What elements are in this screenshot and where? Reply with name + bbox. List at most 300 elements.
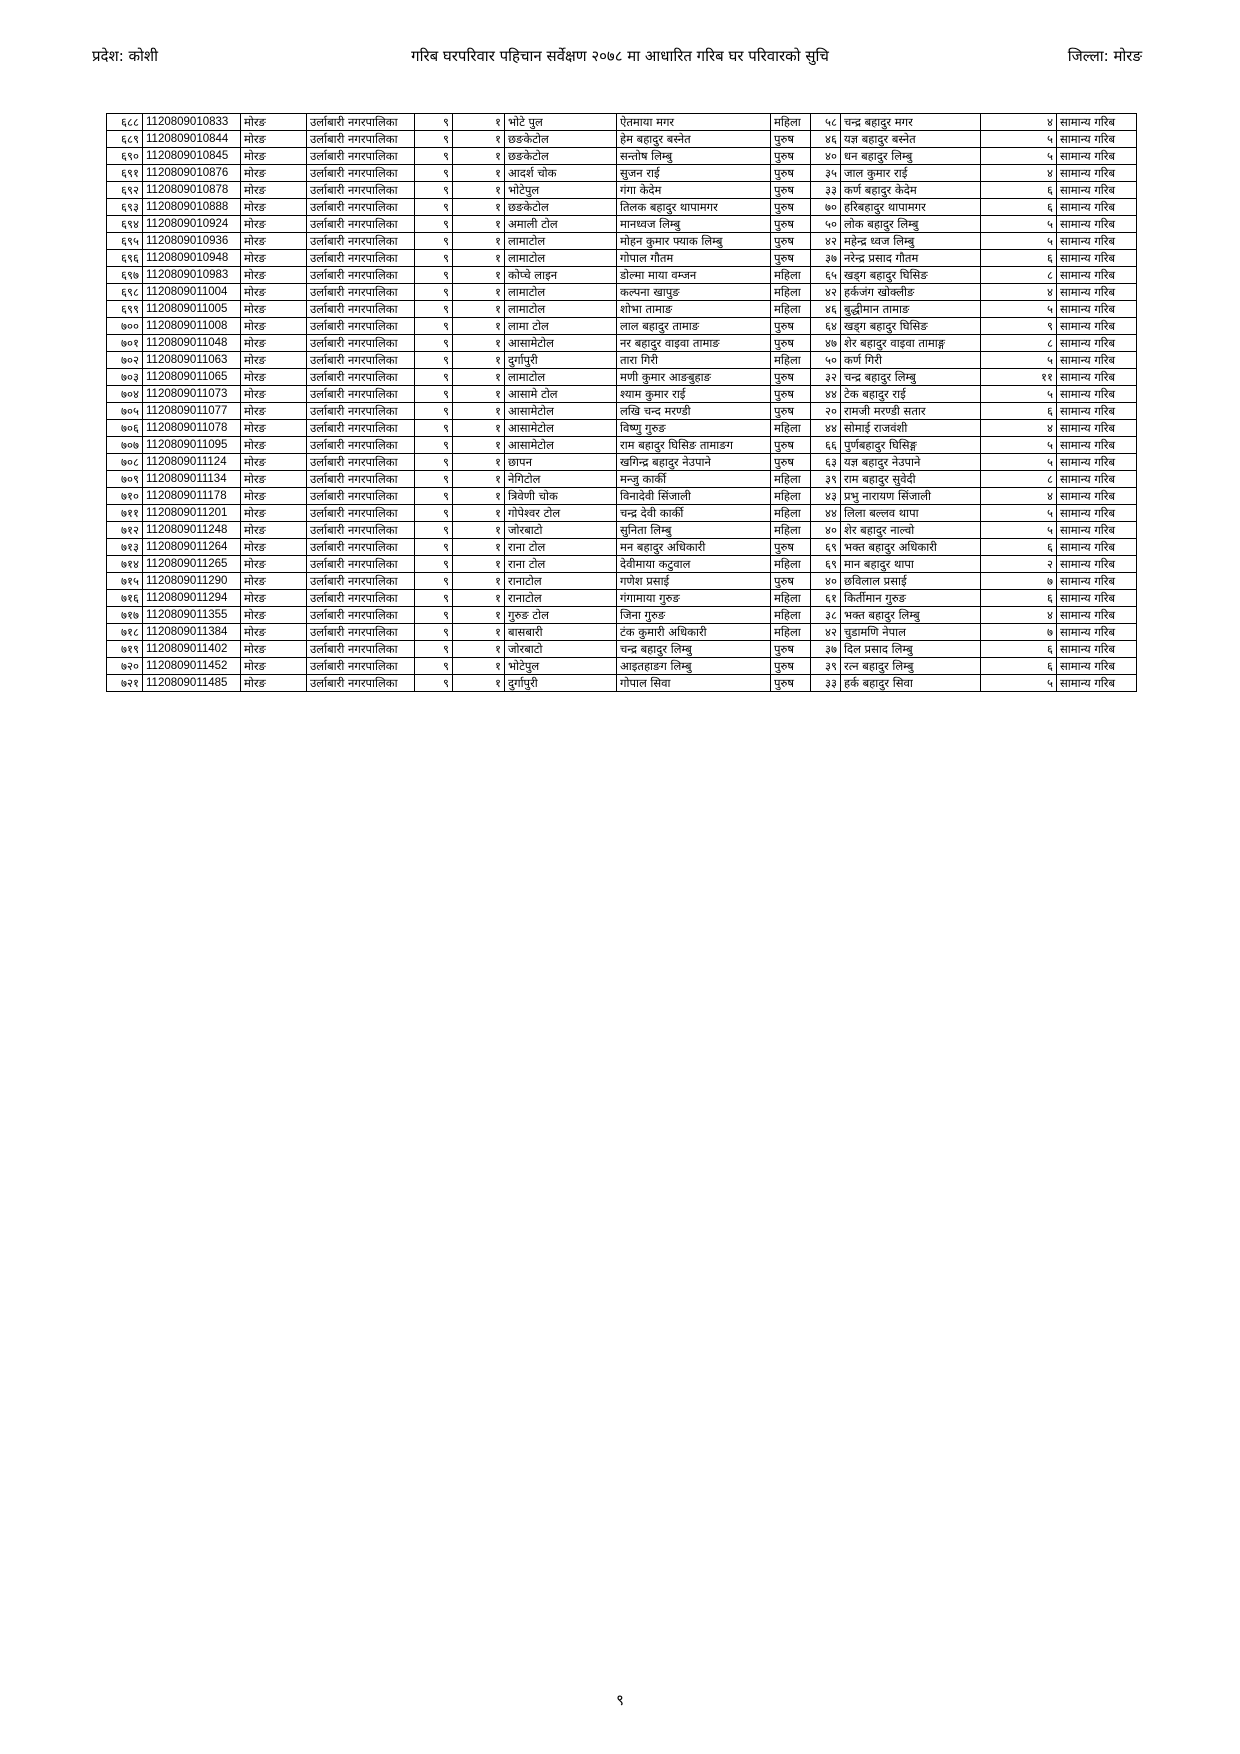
- district-cell: मोरङ: [241, 352, 307, 369]
- father-name-cell: बुद्धीमान तामाङ: [841, 301, 981, 318]
- serial-cell: ७०५: [107, 403, 143, 420]
- category-cell: सामान्य गरिब: [1057, 131, 1137, 148]
- tole-cell: छङकेटोल: [505, 148, 617, 165]
- age-cell: ४४: [811, 420, 841, 437]
- district-cell: मोरङ: [241, 471, 307, 488]
- sub-ward-cell: १: [453, 318, 505, 335]
- head-name-cell: हेम बहादुर बस्नेत: [617, 131, 771, 148]
- municipality-cell: उर्लाबारी नगरपालिका: [307, 624, 415, 641]
- ward-cell: ९: [415, 403, 453, 420]
- gender-cell: पुरुष: [771, 437, 811, 454]
- district-cell: मोरङ: [241, 488, 307, 505]
- household-id-cell: 1120809011294: [143, 590, 241, 607]
- head-name-cell: ऐतमाया मगर: [617, 114, 771, 131]
- member-count-cell: ५: [981, 131, 1057, 148]
- serial-cell: ७१२: [107, 522, 143, 539]
- municipality-cell: उर्लाबारी नगरपालिका: [307, 301, 415, 318]
- category-cell: सामान्य गरिब: [1057, 369, 1137, 386]
- municipality-cell: उर्लाबारी नगरपालिका: [307, 607, 415, 624]
- district-cell: मोरङ: [241, 573, 307, 590]
- member-count-cell: ६: [981, 641, 1057, 658]
- ward-cell: ९: [415, 284, 453, 301]
- table-row: [107, 624, 1137, 641]
- tole-cell: कोप्चे लाइन: [505, 267, 617, 284]
- category-cell: सामान्य गरिब: [1057, 267, 1137, 284]
- head-name-cell: विनादेवी सिंजाली: [617, 488, 771, 505]
- category-cell: सामान्य गरिब: [1057, 471, 1137, 488]
- head-name-cell: गंगामाया गुरुङ: [617, 590, 771, 607]
- serial-cell: ६९२: [107, 182, 143, 199]
- serial-cell: ७१३: [107, 539, 143, 556]
- age-cell: ४२: [811, 284, 841, 301]
- sub-ward-cell: १: [453, 437, 505, 454]
- serial-cell: ६९१: [107, 165, 143, 182]
- member-count-cell: ५: [981, 148, 1057, 165]
- municipality-cell: उर्लाबारी नगरपालिका: [307, 675, 415, 692]
- ward-cell: ९: [415, 386, 453, 403]
- serial-cell: ७१८: [107, 624, 143, 641]
- district-cell: मोरङ: [241, 250, 307, 267]
- tole-cell: गोपेश्वर टोल: [505, 505, 617, 522]
- district-cell: मोरङ: [241, 675, 307, 692]
- father-name-cell: हर्कजंग खोक्लीङ: [841, 284, 981, 301]
- serial-cell: ७२०: [107, 658, 143, 675]
- ward-cell: ९: [415, 165, 453, 182]
- ward-cell: ९: [415, 488, 453, 505]
- sub-ward-cell: १: [453, 488, 505, 505]
- father-name-cell: यज्ञ बहादुर बस्नेत: [841, 131, 981, 148]
- head-name-cell: मणी कुमार आङबुहाङ: [617, 369, 771, 386]
- age-cell: ४४: [811, 505, 841, 522]
- member-count-cell: ४: [981, 165, 1057, 182]
- head-name-cell: मोहन कुमार फ्याक लिम्बु: [617, 233, 771, 250]
- household-id-cell: 1120809010888: [143, 199, 241, 216]
- gender-cell: महिला: [771, 267, 811, 284]
- head-name-cell: तिलक बहादुर थापामगर: [617, 199, 771, 216]
- province-label: प्रदेश: कोशी: [92, 47, 159, 65]
- municipality-cell: उर्लाबारी नगरपालिका: [307, 420, 415, 437]
- age-cell: ४०: [811, 522, 841, 539]
- ward-cell: ९: [415, 641, 453, 658]
- category-cell: सामान्य गरिब: [1057, 250, 1137, 267]
- category-cell: सामान्य गरिब: [1057, 335, 1137, 352]
- head-name-cell: गंगा केदेम: [617, 182, 771, 199]
- household-id-cell: 1120809010844: [143, 131, 241, 148]
- age-cell: ४२: [811, 233, 841, 250]
- district-cell: मोरङ: [241, 318, 307, 335]
- gender-cell: पुरुष: [771, 641, 811, 658]
- district-cell: मोरङ: [241, 284, 307, 301]
- table-row: [107, 165, 1137, 182]
- category-cell: सामान्य गरिब: [1057, 624, 1137, 641]
- serial-cell: ७०७: [107, 437, 143, 454]
- member-count-cell: ४: [981, 114, 1057, 131]
- serial-cell: ७०४: [107, 386, 143, 403]
- gender-cell: पुरुष: [771, 199, 811, 216]
- age-cell: ५०: [811, 352, 841, 369]
- father-name-cell: यज्ञ बहादुर नेउपाने: [841, 454, 981, 471]
- serial-cell: ६९३: [107, 199, 143, 216]
- district-cell: मोरङ: [241, 369, 307, 386]
- gender-cell: पुरुष: [771, 131, 811, 148]
- household-id-cell: 1120809011048: [143, 335, 241, 352]
- household-id-cell: 1120809011355: [143, 607, 241, 624]
- table-row: [107, 471, 1137, 488]
- tole-cell: अमाली टोल: [505, 216, 617, 233]
- age-cell: ४२: [811, 624, 841, 641]
- tole-cell: आसामेटोल: [505, 437, 617, 454]
- father-name-cell: किर्तीमान गुरुङ: [841, 590, 981, 607]
- category-cell: सामान्य गरिब: [1057, 216, 1137, 233]
- sub-ward-cell: १: [453, 216, 505, 233]
- household-id-cell: 1120809011005: [143, 301, 241, 318]
- age-cell: ५०: [811, 216, 841, 233]
- table-row: [107, 284, 1137, 301]
- table-row: [107, 522, 1137, 539]
- municipality-cell: उर्लाबारी नगरपालिका: [307, 658, 415, 675]
- category-cell: सामान्य गरिब: [1057, 590, 1137, 607]
- serial-cell: ७०६: [107, 420, 143, 437]
- age-cell: ३३: [811, 675, 841, 692]
- category-cell: सामान्य गरिब: [1057, 522, 1137, 539]
- tole-cell: भोटेपुल: [505, 658, 617, 675]
- member-count-cell: ५: [981, 454, 1057, 471]
- head-name-cell: जिना गुरुङ: [617, 607, 771, 624]
- category-cell: सामान्य गरिब: [1057, 539, 1137, 556]
- father-name-cell: धन बहादुर लिम्बु: [841, 148, 981, 165]
- district-cell: मोरङ: [241, 216, 307, 233]
- age-cell: ६४: [811, 318, 841, 335]
- father-name-cell: भक्त बहादुर लिम्बु: [841, 607, 981, 624]
- gender-cell: महिला: [771, 471, 811, 488]
- age-cell: ६९: [811, 556, 841, 573]
- gender-cell: पुरुष: [771, 675, 811, 692]
- age-cell: ४३: [811, 488, 841, 505]
- tole-cell: लामाटोल: [505, 233, 617, 250]
- father-name-cell: लोक बहादुर लिम्बु: [841, 216, 981, 233]
- head-name-cell: गणेश प्रसाई: [617, 573, 771, 590]
- table-row: [107, 539, 1137, 556]
- father-name-cell: शेर बहादुर नाल्वो: [841, 522, 981, 539]
- district-cell: मोरङ: [241, 505, 307, 522]
- member-count-cell: ५: [981, 352, 1057, 369]
- table-row: [107, 318, 1137, 335]
- member-count-cell: ५: [981, 301, 1057, 318]
- father-name-cell: छविलाल प्रसाई: [841, 573, 981, 590]
- ward-cell: ९: [415, 131, 453, 148]
- tole-cell: रानाटोल: [505, 573, 617, 590]
- tole-cell: आसामेटोल: [505, 335, 617, 352]
- category-cell: सामान्य गरिब: [1057, 556, 1137, 573]
- category-cell: सामान्य गरिब: [1057, 420, 1137, 437]
- municipality-cell: उर्लाबारी नगरपालिका: [307, 199, 415, 216]
- ward-cell: ९: [415, 369, 453, 386]
- household-id-cell: 1120809010936: [143, 233, 241, 250]
- municipality-cell: उर्लाबारी नगरपालिका: [307, 505, 415, 522]
- category-cell: सामान्य गरिब: [1057, 403, 1137, 420]
- municipality-cell: उर्लाबारी नगरपालिका: [307, 573, 415, 590]
- age-cell: ४६: [811, 301, 841, 318]
- ward-cell: ९: [415, 624, 453, 641]
- category-cell: सामान्य गरिब: [1057, 641, 1137, 658]
- gender-cell: पुरुष: [771, 233, 811, 250]
- municipality-cell: उर्लाबारी नगरपालिका: [307, 437, 415, 454]
- category-cell: सामान्य गरिब: [1057, 573, 1137, 590]
- father-name-cell: पुर्णबहादुर घिसिङ्ग: [841, 437, 981, 454]
- district-cell: मोरङ: [241, 658, 307, 675]
- age-cell: ५८: [811, 114, 841, 131]
- head-name-cell: मानध्वज लिम्बु: [617, 216, 771, 233]
- table-row: [107, 590, 1137, 607]
- ward-cell: ९: [415, 301, 453, 318]
- table-row: [107, 233, 1137, 250]
- gender-cell: महिला: [771, 607, 811, 624]
- serial-cell: ६९७: [107, 267, 143, 284]
- category-cell: सामान्य गरिब: [1057, 284, 1137, 301]
- table-row: [107, 607, 1137, 624]
- category-cell: सामान्य गरिब: [1057, 454, 1137, 471]
- gender-cell: महिला: [771, 352, 811, 369]
- father-name-cell: हरिबहादुर थापामगर: [841, 199, 981, 216]
- sub-ward-cell: १: [453, 539, 505, 556]
- age-cell: ३९: [811, 658, 841, 675]
- ward-cell: ९: [415, 250, 453, 267]
- serial-cell: ६९०: [107, 148, 143, 165]
- father-name-cell: जाल कुमार राई: [841, 165, 981, 182]
- household-id-cell: 1120809011201: [143, 505, 241, 522]
- tole-cell: छङकेटोल: [505, 199, 617, 216]
- ward-cell: ९: [415, 556, 453, 573]
- household-id-cell: 1120809011124: [143, 454, 241, 471]
- municipality-cell: उर्लाबारी नगरपालिका: [307, 539, 415, 556]
- municipality-cell: उर्लाबारी नगरपालिका: [307, 488, 415, 505]
- father-name-cell: रामजी मरण्डी सतार: [841, 403, 981, 420]
- ward-cell: ९: [415, 573, 453, 590]
- district-cell: मोरङ: [241, 301, 307, 318]
- district-cell: मोरङ: [241, 641, 307, 658]
- municipality-cell: उर्लाबारी नगरपालिका: [307, 284, 415, 301]
- category-cell: सामान्य गरिब: [1057, 114, 1137, 131]
- table-row: [107, 335, 1137, 352]
- serial-cell: ६८९: [107, 131, 143, 148]
- category-cell: सामान्य गरिब: [1057, 505, 1137, 522]
- sub-ward-cell: १: [453, 182, 505, 199]
- member-count-cell: ६: [981, 658, 1057, 675]
- ward-cell: ९: [415, 148, 453, 165]
- district-cell: मोरङ: [241, 403, 307, 420]
- municipality-cell: उर्लाबारी नगरपालिका: [307, 641, 415, 658]
- serial-cell: ७०९: [107, 471, 143, 488]
- age-cell: ४०: [811, 148, 841, 165]
- ward-cell: ९: [415, 114, 453, 131]
- district-cell: मोरङ: [241, 199, 307, 216]
- ward-cell: ९: [415, 454, 453, 471]
- ward-cell: ९: [415, 335, 453, 352]
- age-cell: ३३: [811, 182, 841, 199]
- table-row: [107, 352, 1137, 369]
- table-row: [107, 182, 1137, 199]
- sub-ward-cell: १: [453, 420, 505, 437]
- member-count-cell: ४: [981, 420, 1057, 437]
- household-id-cell: 1120809010983: [143, 267, 241, 284]
- sub-ward-cell: १: [453, 352, 505, 369]
- age-cell: ७०: [811, 199, 841, 216]
- district-cell: मोरङ: [241, 335, 307, 352]
- serial-cell: ७०८: [107, 454, 143, 471]
- ward-cell: ९: [415, 182, 453, 199]
- head-name-cell: लखि चन्द मरण्डी: [617, 403, 771, 420]
- district-cell: मोरङ: [241, 522, 307, 539]
- head-name-cell: श्याम कुमार राई: [617, 386, 771, 403]
- municipality-cell: उर्लाबारी नगरपालिका: [307, 522, 415, 539]
- district-cell: मोरङ: [241, 233, 307, 250]
- ward-cell: ९: [415, 522, 453, 539]
- member-count-cell: ६: [981, 539, 1057, 556]
- household-id-cell: 1120809011077: [143, 403, 241, 420]
- father-name-cell: हर्क बहादुर सिवा: [841, 675, 981, 692]
- sub-ward-cell: १: [453, 369, 505, 386]
- age-cell: ३७: [811, 250, 841, 267]
- age-cell: ४७: [811, 335, 841, 352]
- gender-cell: महिला: [771, 114, 811, 131]
- municipality-cell: उर्लाबारी नगरपालिका: [307, 403, 415, 420]
- sub-ward-cell: १: [453, 403, 505, 420]
- tole-cell: जोरबाटो: [505, 522, 617, 539]
- gender-cell: पुरुष: [771, 658, 811, 675]
- sub-ward-cell: १: [453, 335, 505, 352]
- member-count-cell: ६: [981, 403, 1057, 420]
- district-cell: मोरङ: [241, 386, 307, 403]
- age-cell: ३५: [811, 165, 841, 182]
- tole-cell: राना टोल: [505, 556, 617, 573]
- district-cell: मोरङ: [241, 131, 307, 148]
- tole-cell: लामाटोल: [505, 301, 617, 318]
- sub-ward-cell: १: [453, 165, 505, 182]
- serial-cell: ७०३: [107, 369, 143, 386]
- gender-cell: महिला: [771, 624, 811, 641]
- ward-cell: ९: [415, 658, 453, 675]
- district-cell: मोरङ: [241, 114, 307, 131]
- category-cell: सामान्य गरिब: [1057, 437, 1137, 454]
- district-cell: मोरङ: [241, 182, 307, 199]
- tole-cell: आसामेटोल: [505, 420, 617, 437]
- gender-cell: महिला: [771, 488, 811, 505]
- serial-cell: ७१६: [107, 590, 143, 607]
- table-row: [107, 505, 1137, 522]
- category-cell: सामान्य गरिब: [1057, 182, 1137, 199]
- gender-cell: पुरुष: [771, 148, 811, 165]
- ward-cell: ९: [415, 199, 453, 216]
- table-body: [107, 114, 1137, 692]
- serial-cell: ७२१: [107, 675, 143, 692]
- household-id-cell: 1120809011008: [143, 318, 241, 335]
- sub-ward-cell: १: [453, 148, 505, 165]
- member-count-cell: ५: [981, 675, 1057, 692]
- sub-ward-cell: १: [453, 454, 505, 471]
- member-count-cell: ११: [981, 369, 1057, 386]
- household-id-cell: 1120809010948: [143, 250, 241, 267]
- household-table: [106, 113, 1137, 692]
- table-row: [107, 369, 1137, 386]
- municipality-cell: उर्लाबारी नगरपालिका: [307, 386, 415, 403]
- category-cell: सामान्य गरिब: [1057, 233, 1137, 250]
- table-row: [107, 420, 1137, 437]
- tole-cell: लामाटोल: [505, 284, 617, 301]
- category-cell: सामान्य गरिब: [1057, 675, 1137, 692]
- age-cell: ४४: [811, 386, 841, 403]
- district-cell: मोरङ: [241, 607, 307, 624]
- head-name-cell: नर बहादुर वाइवा तामाङ: [617, 335, 771, 352]
- household-id-cell: 1120809011073: [143, 386, 241, 403]
- ward-cell: ९: [415, 420, 453, 437]
- tole-cell: आसामे टोल: [505, 386, 617, 403]
- serial-cell: ७१७: [107, 607, 143, 624]
- table-row: [107, 199, 1137, 216]
- tole-cell: रानाटोल: [505, 590, 617, 607]
- ward-cell: ९: [415, 318, 453, 335]
- member-count-cell: ७: [981, 624, 1057, 641]
- member-count-cell: ६: [981, 590, 1057, 607]
- father-name-cell: लिला बल्लव थापा: [841, 505, 981, 522]
- household-id-cell: 1120809011290: [143, 573, 241, 590]
- tole-cell: त्रिवेणी चोक: [505, 488, 617, 505]
- tole-cell: लामा टोल: [505, 318, 617, 335]
- father-name-cell: राम बहादुर सुवेदी: [841, 471, 981, 488]
- gender-cell: पुरुष: [771, 386, 811, 403]
- age-cell: ६६: [811, 437, 841, 454]
- category-cell: सामान्य गरिब: [1057, 488, 1137, 505]
- sub-ward-cell: १: [453, 386, 505, 403]
- household-id-cell: 1120809011063: [143, 352, 241, 369]
- table-row: [107, 301, 1137, 318]
- serial-cell: ७००: [107, 318, 143, 335]
- household-id-cell: 1120809011402: [143, 641, 241, 658]
- age-cell: ३९: [811, 471, 841, 488]
- tole-cell: लामाटोल: [505, 250, 617, 267]
- serial-cell: ६९४: [107, 216, 143, 233]
- father-name-cell: शेर बहादुर वाइवा तामाङ्ग: [841, 335, 981, 352]
- gender-cell: पुरुष: [771, 403, 811, 420]
- municipality-cell: उर्लाबारी नगरपालिका: [307, 250, 415, 267]
- table-row: [107, 250, 1137, 267]
- household-id-cell: 1120809011065: [143, 369, 241, 386]
- member-count-cell: ४: [981, 488, 1057, 505]
- municipality-cell: उर्लाबारी नगरपालिका: [307, 114, 415, 131]
- gender-cell: महिला: [771, 522, 811, 539]
- district-cell: मोरङ: [241, 590, 307, 607]
- table-row: [107, 216, 1137, 233]
- head-name-cell: टंक कुमारी अधिकारी: [617, 624, 771, 641]
- serial-cell: ७१५: [107, 573, 143, 590]
- member-count-cell: ८: [981, 335, 1057, 352]
- table-row: [107, 267, 1137, 284]
- municipality-cell: उर्लाबारी नगरपालिका: [307, 267, 415, 284]
- ward-cell: ९: [415, 267, 453, 284]
- gender-cell: पुरुष: [771, 216, 811, 233]
- municipality-cell: उर्लाबारी नगरपालिका: [307, 182, 415, 199]
- gender-cell: पुरुष: [771, 165, 811, 182]
- category-cell: सामान्य गरिब: [1057, 301, 1137, 318]
- table-row: [107, 675, 1137, 692]
- age-cell: ३२: [811, 369, 841, 386]
- municipality-cell: उर्लाबारी नगरपालिका: [307, 454, 415, 471]
- table-row: [107, 386, 1137, 403]
- father-name-cell: महेन्द्र ध्वज लिम्बु: [841, 233, 981, 250]
- municipality-cell: उर्लाबारी नगरपालिका: [307, 216, 415, 233]
- father-name-cell: नरेन्द्र प्रसाद गौतम: [841, 250, 981, 267]
- tole-cell: छापन: [505, 454, 617, 471]
- head-name-cell: सुनिता लिम्बु: [617, 522, 771, 539]
